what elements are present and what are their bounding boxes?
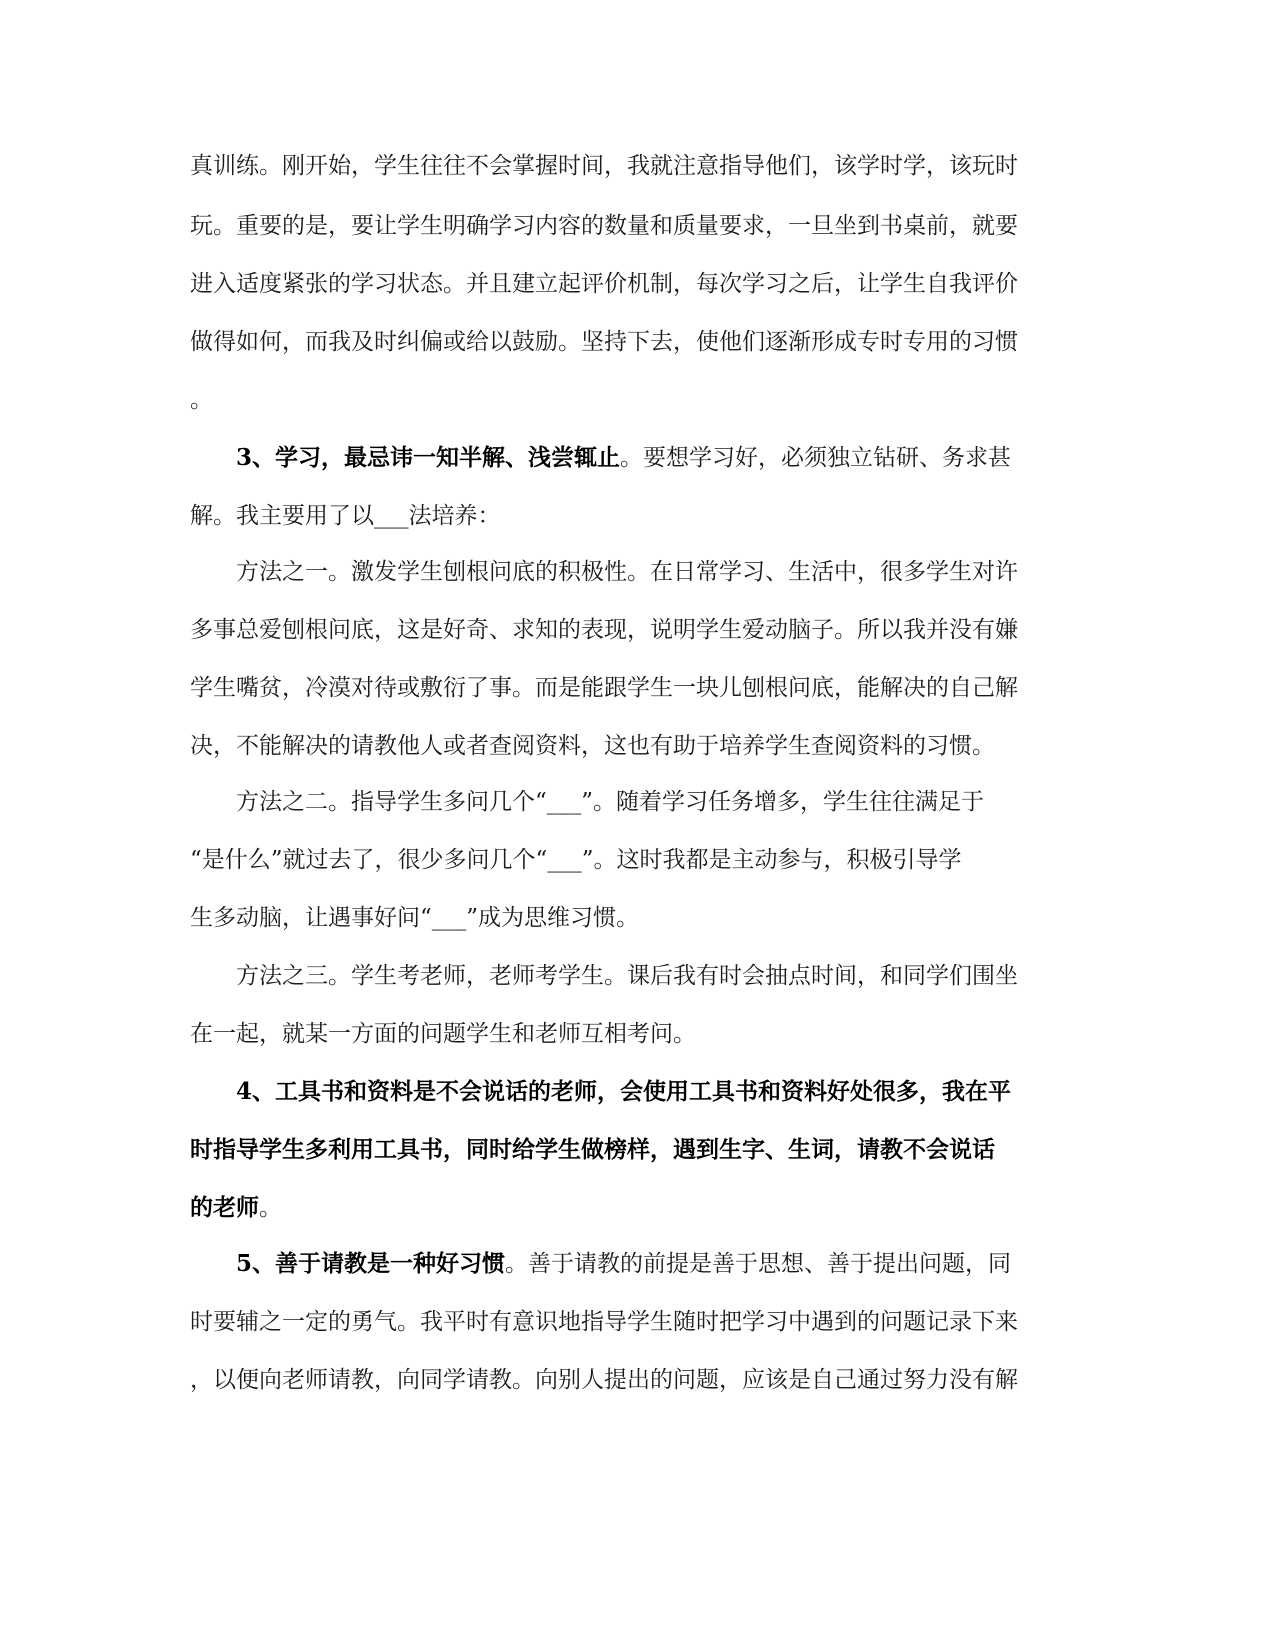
line-text: 时要辅之一定的勇气。我平时有意识地指导学生随时把学习中遇到的问题记录下来 (190, 1309, 1018, 1335)
line-text: “是什么”就过去了，很少多问几个“___”。这时我都是主动参与，积极引导学 (190, 847, 962, 873)
line-text: 。善于请教的前提是善于思想、善于提出问题，同 (505, 1251, 1012, 1277)
body-line (190, 146, 1090, 186)
line-text: ，以便向老师请教，向同学请教。向别人提出的问题，应该是自己通过努力没有解 (190, 1367, 1018, 1393)
line-text: 方法之二。指导学生多问几个“___”。随着学习任务增多，学生往往满足于 (236, 789, 985, 815)
section-4-heading: 时指导学生多利用工具书，同时给学生做榜样，遇到生字、生词，请教不会说话 (190, 1136, 995, 1163)
line-text: 。要想学习好，必须独立钻研、务求甚 (620, 445, 1012, 471)
line-text: 方法之三。学生考老师，老师考学生。课后我有时会抽点时间，和同学们围坐 (236, 963, 1018, 989)
body-line (190, 610, 1090, 650)
body-line (190, 840, 1090, 880)
section-4-heading: 4、工具书和资料是不会说话的老师，会使用工具书和资料好处很多，我在平 (236, 1078, 1012, 1105)
body-line (190, 206, 1090, 246)
section-3-heading: 3、学习，最忌讳一知半解、浅尝辄止 (236, 444, 621, 471)
line-text: 做得如何，而我及时纠偏或给以鼓励。坚持下去，使他们逐渐形成专时专用的习惯 (190, 329, 1018, 355)
section-3-heading-line (236, 438, 1136, 478)
line-text: 真训练。刚开始，学生往往不会掌握时间，我就注意指导他们，该学时学，该玩时 (190, 153, 1018, 179)
line-text: 学生嘴贫，冷漠对待或敷衍了事。而是能跟学生一块儿刨根问底，能解决的自己解 (190, 675, 1018, 701)
line-text: 。 (259, 1195, 282, 1221)
line-text: 进入适度紧张的学习状态。并且建立起评价机制，每次学习之后，让学生自我评价 (190, 271, 1018, 297)
line-text: 在一起，就某一方面的问题学生和老师互相考问。 (190, 1021, 696, 1047)
body-line (190, 1360, 1090, 1400)
section-4-heading-line (190, 1188, 1090, 1228)
method-1-line (236, 552, 1136, 592)
body-line (190, 898, 1090, 938)
body-line (190, 322, 1090, 362)
line-text: 玩。重要的是，要让学生明确学习内容的数量和质量要求，一旦坐到书桌前，就要 (190, 213, 1018, 239)
body-line (190, 264, 1090, 304)
body-line (190, 726, 1090, 766)
line-text: 。 (190, 387, 213, 413)
body-line (190, 668, 1090, 708)
section-5-heading: 5、善于请教是一种好习惯 (236, 1250, 506, 1277)
line-text: 多事总爱刨根问底，这是好奇、求知的表现，说明学生爱动脑子。所以我并没有嫌 (190, 617, 1018, 643)
line-text: 决，不能解决的请教他人或者查阅资料，这也有助于培养学生查阅资料的习惯。 (190, 733, 995, 759)
line-text: 方法之一。激发学生刨根问底的积极性。在日常学习、生活中，很多学生对许 (236, 559, 1018, 585)
body-line (190, 1014, 1090, 1054)
method-2-line (236, 782, 1136, 822)
body-line (190, 380, 1090, 420)
method-3-line (236, 956, 1136, 996)
body-line (190, 1302, 1090, 1342)
section-5-heading-line (236, 1244, 1136, 1284)
section-4-heading-line (236, 1072, 1136, 1112)
line-text: 生多动脑，让遇事好问“___”成为思维习惯。 (190, 905, 640, 931)
line-text: 解。我主要用了以___法培养： (190, 503, 501, 529)
section-4-heading-line (190, 1130, 1090, 1170)
section-4-heading: 的老师 (190, 1194, 259, 1221)
body-line (190, 496, 1090, 536)
